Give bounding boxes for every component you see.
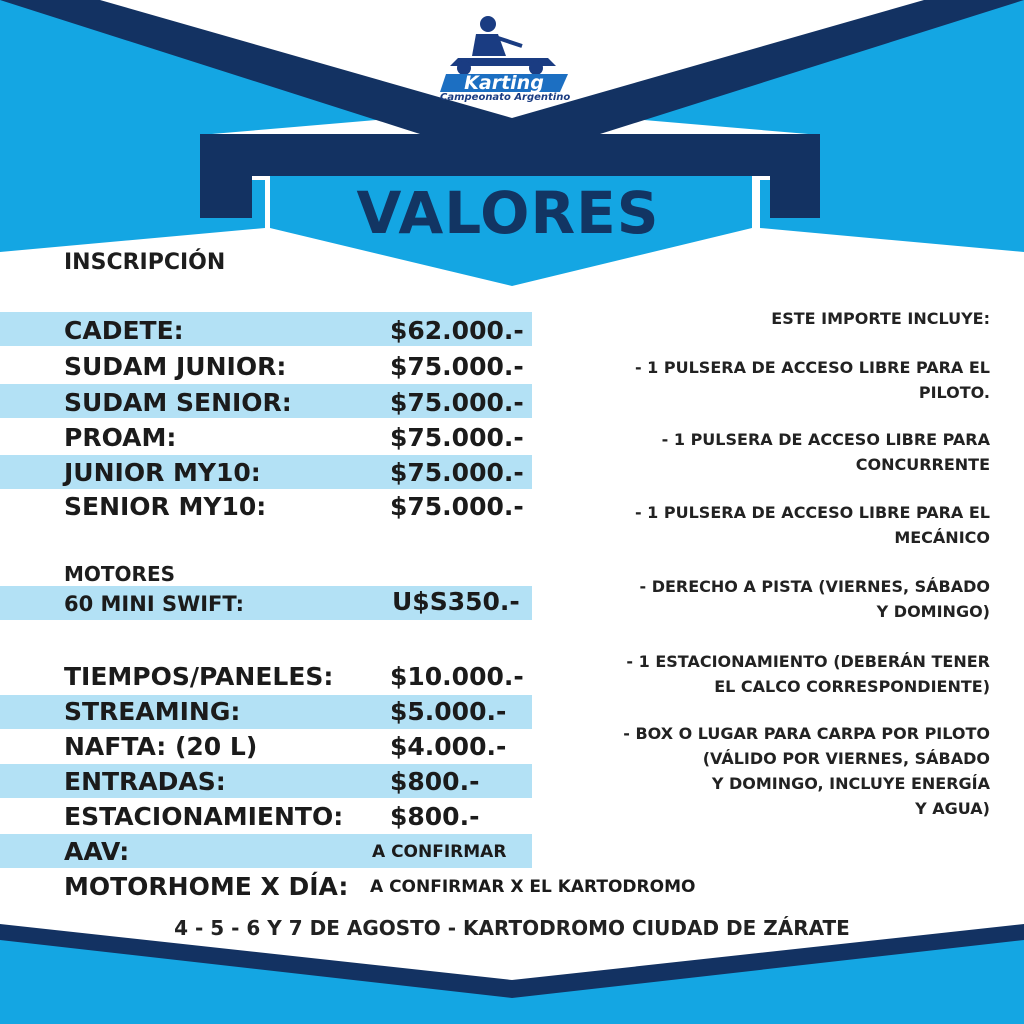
incluye-item: - BOX O LUGAR PARA CARPA POR PILOTO (VÁLIDO POR VIERNES, SÁBADO Y DOMINGO, INCLUYE ENERGÍA Y AGUA) [623,724,990,818]
page-title: VALORES [356,179,660,247]
price-value: A CONFIRMAR X EL KARTODROMO [370,877,696,897]
svg-text:Karting: Karting [464,72,544,94]
price-label: ESTACIONAMIENTO: [64,802,344,831]
incluye-item: - 1 PULSERA DE ACCESO LIBRE PARA EL MECÁNICO [634,503,990,547]
price-value: $62.000.- [390,316,524,345]
price-value: $75.000.- [390,458,524,487]
logo-subtitle: Campeonato Argentino [440,92,571,103]
price-value: $75.000.- [390,352,524,381]
price-value: $800.- [390,802,480,831]
price-label: CADETE: [64,316,184,345]
price-value: $75.000.- [390,423,524,452]
inscripcion-heading: INSCRIPCIÓN [64,250,226,275]
incluye-item: - 1 ESTACIONAMIENTO (DEBERÁN TENER EL CALCO CORRESPONDIENTE) [626,652,990,696]
price-value: $75.000.- [390,388,524,417]
price-value: $4.000.- [390,732,507,761]
price-label: SENIOR MY10: [64,492,267,521]
incluye-heading: ESTE IMPORTE INCLUYE: [771,309,990,328]
price-label: 60 MINI SWIFT: [64,592,244,616]
price-label: AAV: [64,837,130,866]
price-value: $75.000.- [390,492,524,521]
price-label: STREAMING: [64,697,241,726]
incluye-item: - 1 PULSERA DE ACCESO LIBRE PARA EL PILOTO. [634,358,990,402]
price-value: $10.000.- [390,662,524,691]
incluye-item: - DERECHO A PISTA (VIERNES, SÁBADO Y DOMINGO) [639,577,990,621]
price-value: $800.- [390,767,480,796]
price-label: SUDAM SENIOR: [64,388,292,417]
price-value: U$S350.- [392,587,520,616]
motores-heading: MOTORES [64,562,176,586]
price-label: SUDAM JUNIOR: [64,352,287,381]
event-date-location: 4 - 5 - 6 Y 7 DE AGOSTO - KARTODROMO CIUDAD DE ZÁRATE [174,916,850,940]
price-label: TIEMPOS/PANELES: [64,662,334,691]
price-label: ENTRADAS: [64,767,226,796]
price-label: NAFTA: (20 L) [64,732,258,761]
incluye-item: - 1 PULSERA DE ACCESO LIBRE PARA CONCURRENTE [661,430,990,474]
price-label: JUNIOR MY10: [64,458,261,487]
price-value: $5.000.- [390,697,507,726]
price-label: MOTORHOME X DÍA: [64,872,349,901]
price-value: A CONFIRMAR [372,842,507,862]
price-label: PROAM: [64,423,177,452]
